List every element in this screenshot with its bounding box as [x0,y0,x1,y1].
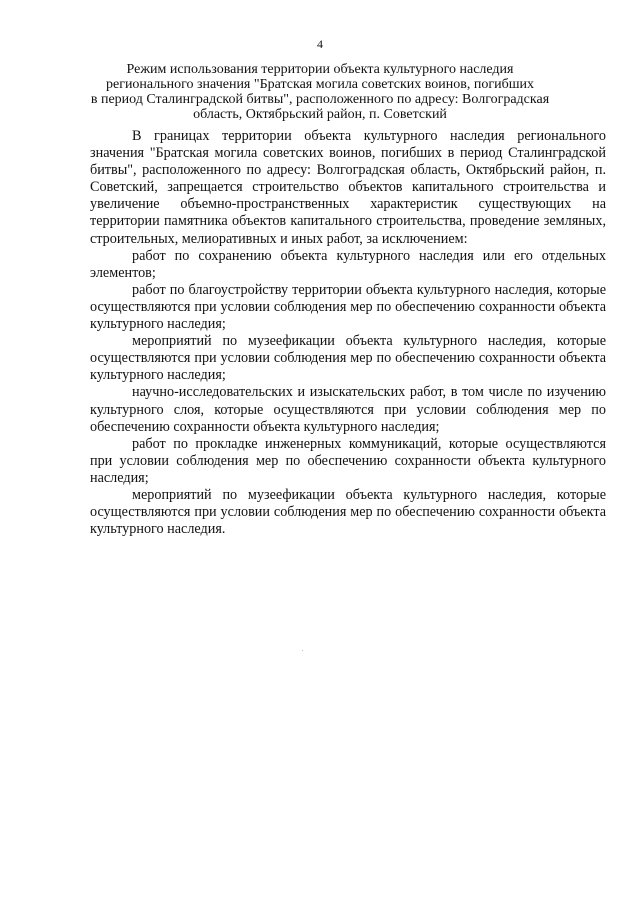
title-line: Режим использования территории объекта культурного наследия [126,62,514,77]
exception-item: мероприятий по музеефикации объекта культурного наследия, которые осуществляются при условии соблюдения мер по обеспечению сохранности объекта культурного наследия; [90,333,606,384]
exception-item: работ по благоустройству территории объекта культурного наследия, которые осуществляются при условии соблюдения мер по обеспечению сохранности объекта культурного наследия; [90,281,606,333]
title-line: регионального значения "Братская могила советских воинов, погибших [105,77,535,92]
scan-speck [302,650,303,651]
exception-item: мероприятий по музеефикации объекта культурного наследия, которые осуществляются при условии соблюдения мер по обеспечению сохранности объекта культурного наследия. [90,486,606,538]
exception-item: работ по прокладке инженерных коммуникаций, которые осуществляются при условии соблюдения мер по обеспечению сохранности объекта культурного наследия; [90,435,606,486]
page-number: 4 [317,37,323,51]
exception-item: научно-исследовательских и изыскательских работ, в том числе по изучению культурного слоя, которые осуществляются при условии соблюдения мер по обеспечению сохранности объекта культурного наследия; [90,384,606,435]
exception-item: работ по сохранению объекта культурного наследия или его отдельных элементов; [90,247,606,281]
title-line: область, Октябрьский район, п. Советский [193,107,447,122]
intro-paragraph: В границах территории объекта культурного наследия регионального значения "Братская могила советских воинов, погибших в период Сталинградской битвы", расположенного по адресу: Волгоградская область, Октябрьский район, п. Советский, запрещается строительство объектов капитального строительства и увеличение объемно-пространственных характеристик существующих на территории памятника объектов капитального строительства, проведение земляных, строительных, мелиоративных и иных работ, за исключением: [90,128,606,247]
document-body [90,128,606,538]
title-line: в период Сталинградской битвы", расположенного по адресу: Волгоградская [90,92,550,107]
document-title [88,62,552,122]
